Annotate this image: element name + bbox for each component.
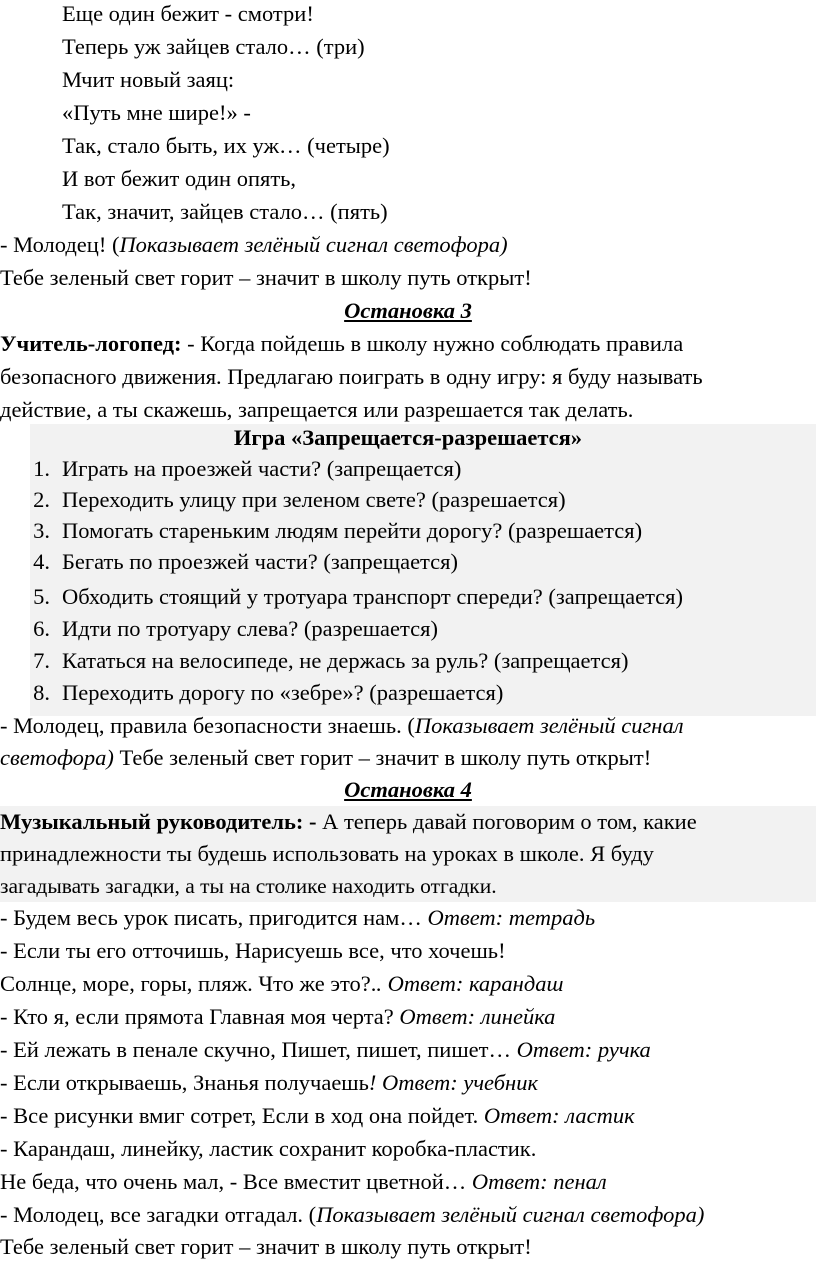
riddle-text: - Ей лежать в пенале скучно, Пишет, пишет, пишет… bbox=[0, 1037, 517, 1062]
section-heading-stop-3: Остановка 3 bbox=[344, 298, 472, 323]
list-number: 1. bbox=[33, 456, 50, 481]
poem-line: Так, стало быть, их уж… (четыре) bbox=[62, 133, 390, 158]
list-number: 5. bbox=[33, 584, 50, 609]
list-item bbox=[0, 613, 816, 645]
list-item bbox=[0, 645, 816, 677]
riddle-text: - Карандаш, линейку, ластик сохранит коробка-пластик. bbox=[0, 1136, 537, 1161]
riddle-text: Солнце, море, горы, пляж. Что же это?. bbox=[0, 971, 377, 996]
riddle-line bbox=[0, 968, 563, 1000]
list-number: 6. bbox=[33, 616, 50, 641]
praise-text: - Молодец, правила безопасности знаешь. ( bbox=[0, 713, 415, 738]
list-text: Обходить стоящий у тротуара транспорт спереди? (запрещается) bbox=[62, 584, 684, 609]
riddle-answer: Ответ: тетрадь bbox=[427, 905, 596, 930]
paragraph-text: А теперь давай поговорим о том, какие bbox=[316, 809, 697, 834]
list-text: Бегать по проезжей части? (запрещается) bbox=[62, 549, 458, 574]
game-title: Игра «Запрещается-разрешается» bbox=[233, 425, 583, 450]
list-text: Помогать стареньким людям перейти дорогу? (разрешается) bbox=[62, 518, 643, 543]
list-text: Идти по тротуару слева? (разрешается) bbox=[62, 616, 438, 641]
riddle-answer: Ответ: пенал bbox=[471, 1169, 607, 1194]
list-number: 2. bbox=[33, 487, 50, 512]
list-number: 4. bbox=[33, 549, 50, 574]
riddle-text: - Кто я, если прямота Главная моя черта? bbox=[0, 1004, 400, 1029]
stage-direction: Показывает зелёный сигнал bbox=[414, 713, 684, 738]
riddle-answer: Ответ: ластик bbox=[483, 1103, 635, 1128]
poem-line: «Путь мне шире!» - bbox=[62, 100, 251, 125]
riddle-answer: ! Ответ: учебник bbox=[368, 1070, 538, 1095]
section-heading-stop-4: Остановка 4 bbox=[344, 777, 472, 802]
riddle-line bbox=[0, 1166, 607, 1198]
paragraph-text: - Когда пойдешь в школу нужно соблюдать правила bbox=[181, 331, 684, 356]
paragraph-line bbox=[0, 806, 697, 838]
green-light-line: Тебе зеленый свет горит – значит в школу путь открыт! bbox=[0, 265, 532, 290]
list-number: 3. bbox=[33, 518, 50, 543]
list-item bbox=[0, 546, 816, 578]
stage-direction: Показывает зелёный сигнал светофора) bbox=[316, 1202, 705, 1227]
paragraph-line: безопасного движения. Предлагаю поиграть в одну игру: я буду называть bbox=[0, 364, 703, 389]
riddle-line bbox=[0, 1100, 635, 1132]
paragraph-line bbox=[0, 328, 683, 360]
list-item bbox=[0, 515, 816, 547]
list-item bbox=[0, 484, 816, 516]
list-text: Переходить улицу при зеленом свете? (разрешается) bbox=[62, 487, 566, 512]
riddle-line bbox=[0, 935, 506, 967]
poem-line: Еще один бежит - смотри! bbox=[62, 1, 314, 26]
riddle-answer: Ответ: линейка bbox=[399, 1004, 556, 1029]
riddle-line bbox=[0, 1034, 651, 1066]
praise-text: - Молодец, все загадки отгадал. ( bbox=[0, 1202, 317, 1227]
riddle-line bbox=[0, 1001, 555, 1033]
praise-line bbox=[0, 229, 508, 261]
riddle-text: - Если ты его отточишь, Нарисуешь все, что хочешь! bbox=[0, 938, 506, 963]
poem-line: И вот бежит один опять, bbox=[62, 166, 297, 191]
praise-line bbox=[0, 710, 684, 742]
riddle-answer: . Ответ: карандаш bbox=[376, 971, 564, 996]
riddle-line bbox=[0, 902, 595, 934]
paragraph-line: действие, а ты скажешь, запрещается или разрешается так делать. bbox=[0, 397, 634, 422]
poem-line: Теперь уж зайцев стало… (три) bbox=[62, 34, 365, 59]
riddle-text: - Все рисунки вмиг сотрет, Если в ход она пойдет. bbox=[0, 1103, 484, 1128]
riddle-text: Не беда, что очень мал, - Все вместит цветной… bbox=[0, 1169, 472, 1194]
list-item bbox=[0, 677, 816, 709]
list-item bbox=[0, 453, 816, 485]
paragraph-line: принадлежности ты будешь использовать на уроках в школе. Я буду bbox=[0, 841, 654, 866]
poem-line: Мчит новый заяц: bbox=[62, 67, 235, 92]
speaker-name: Музыкальный руководитель: - bbox=[0, 809, 317, 834]
praise-text: - Молодец! ( bbox=[0, 232, 120, 257]
green-light-text: Тебе зеленый свет горит – значит в школу путь открыт! bbox=[113, 745, 652, 770]
praise-line bbox=[0, 742, 651, 774]
paragraph-line: загадывать загадки, а ты на столике находить отгадки. bbox=[0, 874, 497, 898]
poem-line: Так, значит, зайцев стало… (пять) bbox=[62, 199, 388, 224]
riddle-line bbox=[0, 1067, 538, 1099]
riddle-text: - Будем весь урок писать, пригодится нам… bbox=[0, 905, 428, 930]
riddle-text: - Если открываешь, Знанья получаешь bbox=[0, 1070, 369, 1095]
list-item bbox=[0, 581, 816, 613]
list-text: Играть на проезжей части? (запрещается) bbox=[62, 456, 462, 481]
list-number: 7. bbox=[33, 648, 50, 673]
stage-direction: светофора) bbox=[0, 745, 114, 770]
stage-direction: Показывает зелёный сигнал светофора) bbox=[119, 232, 508, 257]
riddle-answer: Ответ: ручка bbox=[516, 1037, 651, 1062]
green-light-line: Тебе зеленый свет горит – значит в школу путь открыт! bbox=[0, 1234, 532, 1259]
speaker-name: Учитель-логопед: bbox=[0, 331, 182, 356]
praise-line bbox=[0, 1199, 704, 1231]
list-text: Переходить дорогу по «зебре»? (разрешается) bbox=[62, 680, 504, 705]
list-number: 8. bbox=[33, 680, 50, 705]
list-text: Кататься на велосипеде, не держась за руль? (запрещается) bbox=[62, 648, 629, 673]
riddle-line bbox=[0, 1133, 536, 1165]
